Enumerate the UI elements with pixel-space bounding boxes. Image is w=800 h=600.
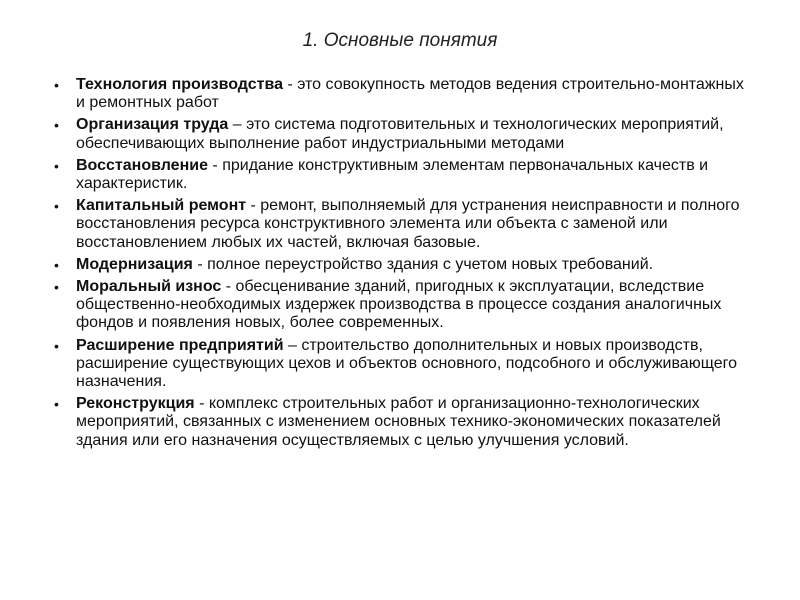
list-item: [54, 395, 754, 450]
term: Организация труда: [76, 116, 229, 134]
definition: - это совокупность методов ведения строительно-монтажных и ремонтных работ: [76, 76, 744, 112]
definition: - ремонт, выполняемый для устранения неисправности и полного восстановления ресурса конструктивного элемента или объекта с заменой или восстановлением любых их частей, включая базовые.: [76, 197, 740, 251]
definition: - комплекс строительных работ и организационно-технологических мероприятий, связанных с изменением основных технико-экономических показателей здания или его назначения осуществляемых с целью улучшения условий.: [76, 395, 721, 449]
bullet-icon: •: [54, 279, 59, 296]
term: Реконструкция: [76, 395, 195, 413]
definition: - придание конструктивным элементам первоначальных качеств и характеристик.: [76, 156, 709, 193]
term: Модернизация: [76, 255, 193, 273]
term: Технология производства: [76, 76, 283, 93]
list-item: [54, 256, 754, 274]
bullet-icon: •: [54, 256, 59, 273]
definitions-list: [54, 76, 754, 454]
bullet-icon: •: [54, 117, 59, 134]
term: Восстановление: [76, 156, 208, 174]
bullet-icon: •: [54, 157, 59, 174]
bullet-icon: •: [54, 337, 59, 354]
term: Капитальный ремонт: [76, 197, 247, 215]
term: Моральный износ: [76, 278, 222, 296]
definition: - обесценивание зданий, пригодных к эксплуатации, вследствие общественно-необходимых издержек производства в процессе создания аналогичных фондов и появления новых, более современных.: [76, 278, 722, 332]
list-item: [54, 197, 754, 252]
definition: – строительство дополнительных и новых производств, расширение существующих цехов и объектов основного, подсобного и обслуживающего назначения.: [76, 336, 737, 391]
slide-title: 1. Основные понятия: [302, 30, 498, 51]
term: Расширение предприятий: [76, 336, 284, 354]
list-item: [54, 157, 754, 193]
definition: – это система подготовительных и технологических мероприятий, обеспечивающих выполнение работ индустриальными методами: [76, 116, 724, 152]
bullet-icon: •: [54, 396, 59, 413]
bullet-icon: •: [54, 198, 59, 215]
list-item: [54, 278, 754, 333]
bullet-icon: •: [54, 77, 59, 93]
definition: - полное переустройство здания с учетом новых требований.: [192, 255, 654, 273]
list-item: [54, 76, 754, 112]
list-item: [54, 116, 754, 152]
list-item: [54, 337, 754, 392]
